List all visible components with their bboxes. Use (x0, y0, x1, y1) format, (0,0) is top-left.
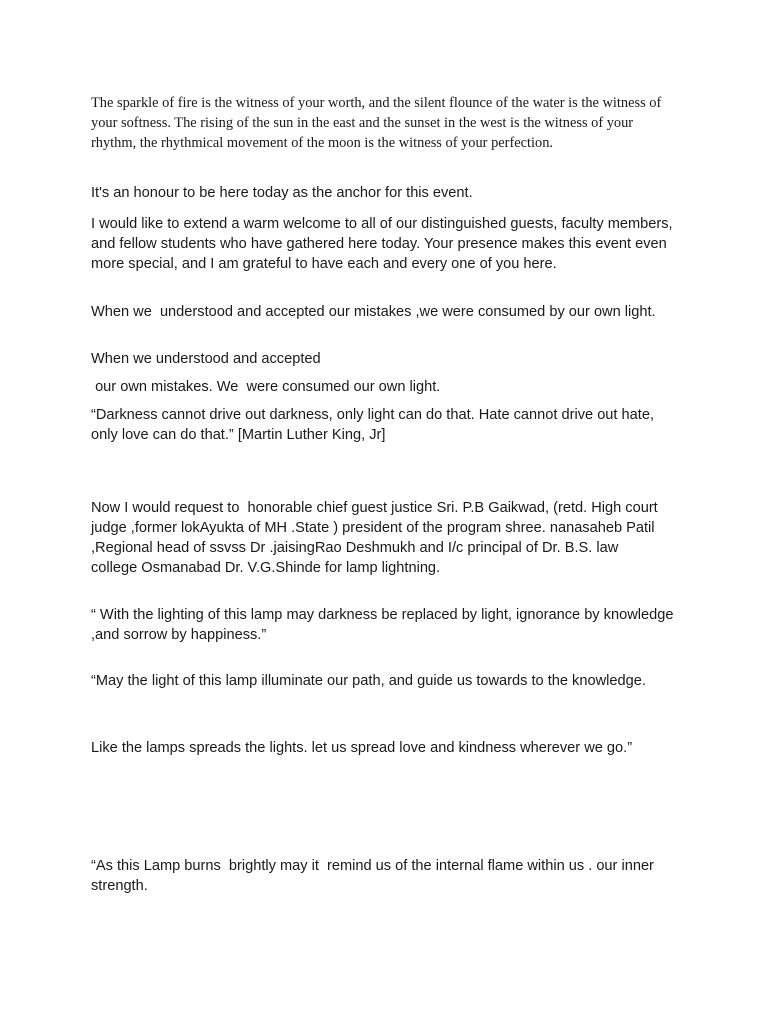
mistakes-line-1: When we understood and accepted (91, 351, 321, 367)
welcome-paragraph: I would like to extend a warm welcome to all of our distinguished guests, faculty members, and fellow students who have gathered here today. Your presence makes this event even more special, and I am grateful to have each and every one of you here. (91, 216, 677, 272)
lamp-burns-paragraph: “As this Lamp burns brightly may it remind us of the internal flame within us . our inner strength. (91, 858, 658, 894)
lamp-lighting-request-paragraph: Now I would request to honorable chief guest justice Sri. P.B Gaikwad, (retd. High court judge ,former lokAyukta of MH .State ) president of the program shree. nanasaheb Patil ,Regional head of ssvss Dr .jaisingRao Deshmukh and I/c principal of Dr. B.S. law college Osmanabad Dr. V.G.Shinde for lamp lightning. (91, 500, 662, 576)
lamp-illuminate-paragraph: “May the light of this lamp illuminate our path, and guide us towards to the knowledge. (91, 673, 646, 689)
lamp-blessing-paragraph: “ With the lighting of this lamp may darkness be replaced by light, ignorance by knowledge ,and sorrow by happiness.” (91, 607, 678, 643)
mistakes-paragraph: When we understood and accepted our mistakes ,we were consumed by our own light. (91, 304, 656, 320)
anchor-intro-paragraph: It's an honour to be here today as the anchor for this event. (91, 185, 473, 201)
mistakes-line-2: our own mistakes. We were consumed our own light. (91, 379, 441, 395)
opening-verse-paragraph: The sparkle of fire is the witness of your worth, and the silent flounce of the water is the witness of your softness. The rising of the sun in the east and the sunset in the west is the witness of your rhythm, the rhythmical movement of the moon is the witness of your perfection. (91, 95, 665, 151)
spread-love-paragraph: Like the lamps spreads the lights. let us spread love and kindness wherever we go.” (91, 740, 633, 756)
mlk-quote-paragraph: “Darkness cannot drive out darkness, only light can do that. Hate cannot drive out hate, only love can do that.” [Martin Luther King, Jr] (91, 407, 659, 443)
